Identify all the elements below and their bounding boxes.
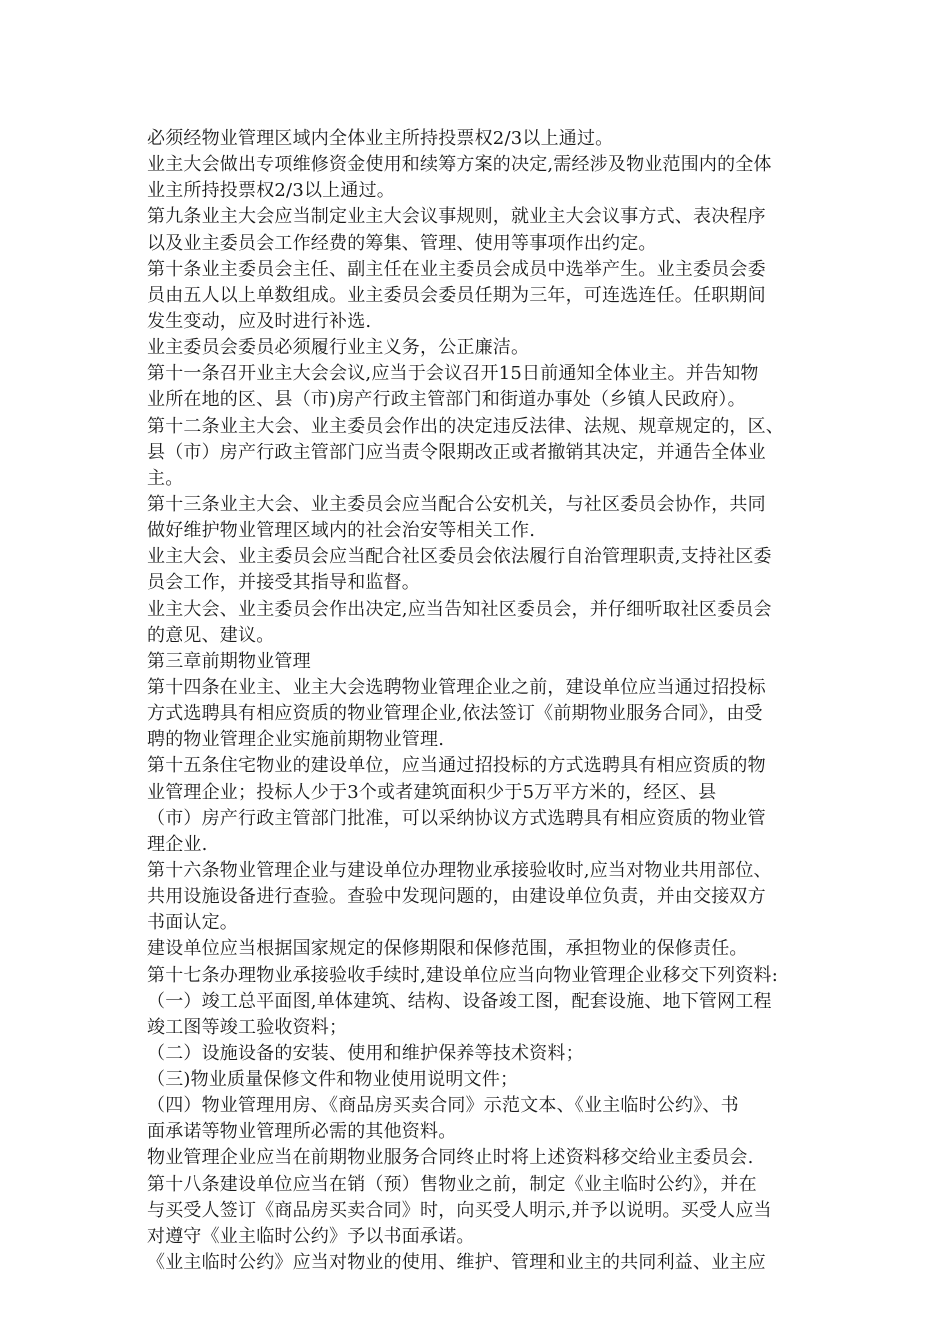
text-line: 《业主临时公约》应当对物业的使用、维护、管理和业主的共同利益、业主应 bbox=[147, 1252, 766, 1274]
text-line: 第十四条在业主、业主大会选聘物业管理企业之前，建设单位应当通过招投标 bbox=[147, 676, 766, 698]
text-line: 县（市）房产行政主管部门应当责令限期改正或者撤销其决定，并通告全体业 bbox=[147, 441, 766, 463]
text-line: 业主大会、业主委员会作出决定,应当告知社区委员会，并仔细听取社区委员会 bbox=[147, 598, 772, 620]
text-line: 员由五人以上单数组成。业主委员会委员任期为三年，可连选连任。任职期间 bbox=[147, 284, 766, 306]
chapter-heading: 第三章前期物业管理 bbox=[147, 650, 311, 672]
text-line: 书面认定。 bbox=[147, 912, 238, 934]
text-line: 第十七条办理物业承接验收手续时,建设单位应当向物业管理企业移交下列资料: bbox=[147, 964, 778, 986]
text-line: 物业管理企业应当在前期物业服务合同终止时将上述资料移交给业主委员会. bbox=[147, 1147, 754, 1169]
text-line: 聘的物业管理企业实施前期物业管理. bbox=[147, 729, 445, 751]
text-line: 业主所持投票权2/3以上通过。 bbox=[147, 180, 395, 202]
text-line: 第十八条建设单位应当在销（预）售物业之前，制定《业主临时公约》，并在 bbox=[147, 1173, 757, 1195]
text-line: （四）物业管理用房、《商品房买卖合同》示范文本、《业主临时公约》、书 bbox=[147, 1095, 739, 1117]
text-line: 建设单位应当根据国家规定的保修期限和保修范围，承担物业的保修责任。 bbox=[147, 938, 748, 960]
text-line: 共用设施设备进行查验。查验中发现问题的，由建设单位负责，并由交接双方 bbox=[147, 886, 766, 908]
text-line: 第十三条业主大会、业主委员会应当配合公安机关，与社区委员会协作，共同 bbox=[147, 493, 766, 515]
text-line: 做好维护物业管理区域内的社会治安等相关工作. bbox=[147, 520, 536, 542]
text-line: 第十条业主委员会主任、副主任在业主委员会成员中选举产生。业主委员会委 bbox=[147, 258, 766, 280]
text-line: 第十六条物业管理企业与建设单位办理物业承接验收时,应当对物业共用部位、 bbox=[147, 859, 772, 881]
text-line: 业管理企业；投标人少于3个或者建筑面积少于5万平方米的，经区、县 bbox=[147, 781, 717, 803]
text-line: 业主大会、业主委员会应当配合社区委员会依法履行自治管理职责,支持社区委 bbox=[147, 546, 772, 568]
text-line: 员会工作，并接受其指导和监督。 bbox=[147, 572, 420, 594]
text-line: 业主委员会委员必须履行业主义务，公正廉洁。 bbox=[147, 337, 530, 359]
text-line: 方式选聘具有相应资质的物业管理企业,依法签订《前期物业服务合同》，由受 bbox=[147, 703, 763, 725]
text-line: 业主大会做出专项维修资金使用和续筹方案的决定,需经涉及物业范围内的全体 bbox=[147, 154, 772, 176]
text-line: （二）设施设备的安装、使用和维护保养等技术资料； bbox=[147, 1042, 584, 1064]
text-line: 与买受人签订《商品房买卖合同》时，向买受人明示,并予以说明。买受人应当 bbox=[147, 1199, 772, 1221]
text-line: 面承诺等物业管理所必需的其他资料。 bbox=[147, 1121, 457, 1143]
text-line: （一）竣工总平面图,单体建筑、结构、设备竣工图，配套设施、地下管网工程 bbox=[147, 990, 772, 1012]
text-line: 理企业. bbox=[147, 833, 208, 855]
text-line: 以及业主委员会工作经费的筹集、管理、使用等事项作出约定。 bbox=[147, 232, 657, 254]
text-line: 对遵守《业主临时公约》予以书面承诺。 bbox=[147, 1225, 475, 1247]
text-line: 必须经物业管理区域内全体业主所持投票权2/3以上通过。 bbox=[147, 128, 614, 149]
text-line: （三)物业质量保修文件和物业使用说明文件； bbox=[147, 1069, 519, 1091]
text-line: 业所在地的区、县（市)房产行政主管部门和街道办事处（乡镇人民政府）。 bbox=[147, 389, 746, 411]
text-line: 第十五条住宅物业的建设单位，应当通过招投标的方式选聘具有相应资质的物 bbox=[147, 755, 766, 777]
text-line: 第十一条召开业主大会会议,应当于会议召开15日前通知全体业主。并告知物 bbox=[147, 363, 759, 385]
text-line: 第九条业主大会应当制定业主大会议事规则，就业主大会议事方式、表决程序 bbox=[147, 206, 766, 228]
text-line: 第十二条业主大会、业主委员会作出的决定违反法律、法规、规章规定的，区、 bbox=[147, 415, 784, 437]
document-body bbox=[147, 126, 815, 1276]
text-line: （市）房产行政主管部门批准，可以采纳协议方式选聘具有相应资质的物业管 bbox=[147, 807, 766, 829]
text-line: 的意见、建议。 bbox=[147, 624, 275, 646]
text-line: 竣工图等竣工验收资料； bbox=[147, 1016, 348, 1038]
text-line: 主。 bbox=[147, 467, 184, 489]
text-line: 发生变动，应及时进行补选. bbox=[147, 310, 372, 332]
